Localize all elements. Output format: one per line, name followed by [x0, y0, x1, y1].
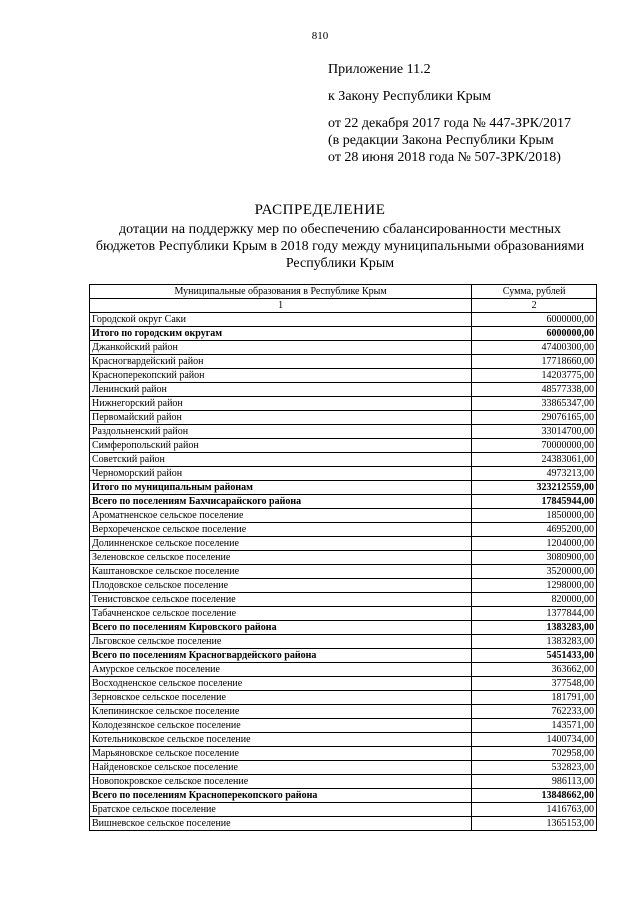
row-municipality-name: Табачненское сельское поселение	[90, 607, 472, 621]
table-row	[90, 579, 597, 593]
row-municipality-name: Зеленовское сельское поселение	[90, 551, 472, 565]
table-row	[90, 663, 597, 677]
row-municipality-name: Ленинский район	[90, 383, 472, 397]
row-municipality-name: Тенистовское сельское поселение	[90, 593, 472, 607]
row-amount: 1383283,00	[472, 621, 597, 635]
distribution-table	[89, 284, 597, 831]
row-amount: 1400734,00	[472, 733, 597, 747]
row-amount: 181791,00	[472, 691, 597, 705]
row-amount: 47400300,00	[472, 341, 597, 355]
row-amount: 377548,00	[472, 677, 597, 691]
table-row	[90, 537, 597, 551]
row-municipality-name: Восходненское сельское поселение	[90, 677, 472, 691]
row-amount: 14203775,00	[472, 369, 597, 383]
row-municipality-name: Долинненское сельское поселение	[90, 537, 472, 551]
row-amount: 1204000,00	[472, 537, 597, 551]
row-amount: 762233,00	[472, 705, 597, 719]
table-row	[90, 719, 597, 733]
row-municipality-name: Ароматненское сельское поселение	[90, 509, 472, 523]
row-municipality-name: Вишневское сельское поселение	[90, 817, 472, 831]
row-municipality-name: Нижнегорский район	[90, 397, 472, 411]
table-row	[90, 411, 597, 425]
row-municipality-name: Братское сельское поселение	[90, 803, 472, 817]
row-municipality-name: Колодезянское сельское поселение	[90, 719, 472, 733]
row-amount: 3520000,00	[472, 565, 597, 579]
table-row	[90, 593, 597, 607]
row-amount: 820000,00	[472, 593, 597, 607]
row-amount: 13848662,00	[472, 789, 597, 803]
table-total-row	[90, 481, 597, 495]
row-municipality-name: Джанкойский район	[90, 341, 472, 355]
table-row	[90, 747, 597, 761]
row-amount: 1416763,00	[472, 803, 597, 817]
row-amount: 363662,00	[472, 663, 597, 677]
table-row	[90, 607, 597, 621]
row-municipality-name: Раздольненский район	[90, 425, 472, 439]
row-amount: 4973213,00	[472, 467, 597, 481]
table-column-numbers-row	[90, 299, 597, 313]
row-amount: 6000000,00	[472, 313, 597, 327]
table-row	[90, 341, 597, 355]
row-amount: 70000000,00	[472, 439, 597, 453]
row-municipality-name: Итого по муниципальным районам	[90, 481, 472, 495]
table-row	[90, 565, 597, 579]
row-amount: 33865347,00	[472, 397, 597, 411]
table-total-row	[90, 789, 597, 803]
table-row	[90, 355, 597, 369]
row-municipality-name: Плодовское сельское поселение	[90, 579, 472, 593]
row-amount: 48577338,00	[472, 383, 597, 397]
header-municipality: Муниципальные образования в Республике Крым	[90, 285, 472, 299]
table-row	[90, 425, 597, 439]
row-municipality-name: Котельниковское сельское поселение	[90, 733, 472, 747]
table-row	[90, 369, 597, 383]
row-amount: 323212559,00	[472, 481, 597, 495]
document-subtitle: дотации на поддержку мер по обеспечению сбалансированности местных бюджетов Республики Крым в 2018 году между муниципальными образованиями Республики Крым	[95, 222, 585, 271]
table-row	[90, 397, 597, 411]
row-municipality-name: Городской округ Саки	[90, 313, 472, 327]
table-header-row	[90, 285, 597, 299]
row-amount: 532823,00	[472, 761, 597, 775]
row-amount: 24383061,00	[472, 453, 597, 467]
row-municipality-name: Зерновское сельское поселение	[90, 691, 472, 705]
appendix-law-ref: к Закону Республики Крым	[328, 89, 491, 104]
row-amount: 1383283,00	[472, 635, 597, 649]
row-amount: 17718660,00	[472, 355, 597, 369]
row-municipality-name: Найденовское сельское поселение	[90, 761, 472, 775]
table-row	[90, 635, 597, 649]
row-amount: 1850000,00	[472, 509, 597, 523]
row-amount: 1298000,00	[472, 579, 597, 593]
table-row	[90, 705, 597, 719]
row-municipality-name: Клепининское сельское поселение	[90, 705, 472, 719]
table-row	[90, 677, 597, 691]
row-amount: 3080900,00	[472, 551, 597, 565]
table-total-row	[90, 327, 597, 341]
row-municipality-name: Новопокровское сельское поселение	[90, 775, 472, 789]
table-row	[90, 467, 597, 481]
row-municipality-name: Советский район	[90, 453, 472, 467]
row-municipality-name: Красногвардейский район	[90, 355, 472, 369]
row-municipality-name: Льговское сельское поселение	[90, 635, 472, 649]
table-row	[90, 383, 597, 397]
appendix-block	[328, 61, 628, 166]
table-total-row	[90, 621, 597, 635]
row-amount: 17845944,00	[472, 495, 597, 509]
table-row	[90, 509, 597, 523]
table-row	[90, 313, 597, 327]
table-row	[90, 803, 597, 817]
row-municipality-name: Всего по поселениям Красногвардейского района	[90, 649, 472, 663]
row-amount: 5451433,00	[472, 649, 597, 663]
row-amount: 33014700,00	[472, 425, 597, 439]
table-row	[90, 691, 597, 705]
row-municipality-name: Красноперекопский район	[90, 369, 472, 383]
row-municipality-name: Верхореченское сельское поселение	[90, 523, 472, 537]
table-row	[90, 523, 597, 537]
row-municipality-name: Первомайский район	[90, 411, 472, 425]
appendix-amendment-date: от 28 июня 2018 года № 507-ЗРК/2018)	[328, 150, 561, 165]
column-number-2: 2	[472, 299, 597, 313]
row-amount: 6000000,00	[472, 327, 597, 341]
row-amount: 29076165,00	[472, 411, 597, 425]
row-municipality-name: Итого по городским округам	[90, 327, 472, 341]
table-row	[90, 733, 597, 747]
row-amount: 1365153,00	[472, 817, 597, 831]
column-number-1: 1	[90, 299, 472, 313]
row-municipality-name: Черноморский район	[90, 467, 472, 481]
row-municipality-name: Симферопольский район	[90, 439, 472, 453]
table-total-row	[90, 649, 597, 663]
table-row	[90, 775, 597, 789]
table-row	[90, 761, 597, 775]
table-row	[90, 439, 597, 453]
row-amount: 1377844,00	[472, 607, 597, 621]
header-amount: Сумма, рублей	[472, 285, 597, 299]
document-title: РАСПРЕДЕЛЕНИЕ	[254, 202, 386, 218]
row-municipality-name: Всего по поселениям Бахчисарайского района	[90, 495, 472, 509]
row-amount: 4695200,00	[472, 523, 597, 537]
table-total-row	[90, 495, 597, 509]
table-body	[90, 313, 597, 831]
table-row	[90, 453, 597, 467]
page-number: 810	[311, 30, 329, 42]
row-municipality-name: Всего по поселениям Красноперекопского района	[90, 789, 472, 803]
row-amount: 702958,00	[472, 747, 597, 761]
row-amount: 143571,00	[472, 719, 597, 733]
table-row	[90, 817, 597, 831]
row-municipality-name: Марьяновское сельское поселение	[90, 747, 472, 761]
appendix-law-date: от 22 декабря 2017 года № 447-ЗРК/2017	[328, 116, 572, 131]
row-municipality-name: Амурское сельское поселение	[90, 663, 472, 677]
row-municipality-name: Каштановское сельское поселение	[90, 565, 472, 579]
row-amount: 986113,00	[472, 775, 597, 789]
table-row	[90, 551, 597, 565]
row-municipality-name: Всего по поселениям Кировского района	[90, 621, 472, 635]
appendix-amendment: (в редакции Закона Республики Крым	[328, 133, 554, 148]
appendix-title: Приложение 11.2	[328, 62, 431, 77]
